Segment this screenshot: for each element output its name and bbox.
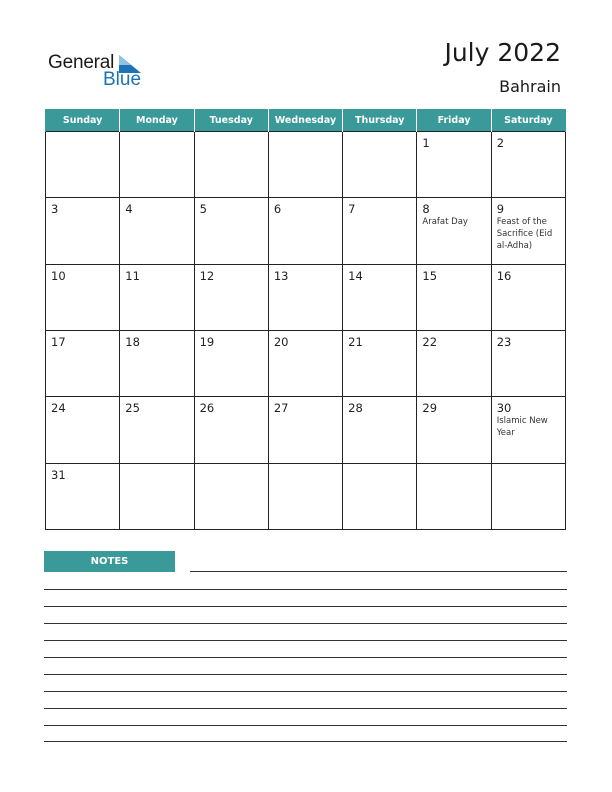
notes-line (44, 741, 567, 742)
calendar-week-row (46, 397, 566, 463)
calendar-day-cell (120, 463, 194, 529)
calendar-day-cell (491, 132, 565, 198)
logo-text-general: General (48, 52, 115, 73)
weekday-header: Sunday (46, 109, 120, 132)
notes-line (44, 674, 567, 675)
logo-text-blue: Blue (103, 69, 142, 90)
calendar-day-cell (194, 132, 268, 198)
calendar-day-cell (194, 198, 268, 264)
calendar-week-row (46, 198, 566, 264)
calendar-day-cell (194, 463, 268, 529)
calendar-grid (45, 109, 566, 530)
day-number: 16 (496, 268, 512, 283)
calendar-day-cell (268, 330, 342, 396)
holiday-event: Islamic New Year (496, 416, 548, 439)
calendar-day-cell (268, 198, 342, 264)
day-number: 21 (348, 334, 363, 349)
weekday-header: Thursday (343, 109, 417, 132)
day-number: 28 (348, 401, 363, 416)
day-number: 26 (199, 401, 215, 416)
day-number: 5 (199, 202, 207, 217)
calendar-day-cell (46, 264, 120, 330)
day-number: 9 (496, 202, 505, 217)
day-number: 13 (273, 268, 289, 283)
calendar-day-cell (268, 264, 342, 330)
calendar-day-cell (417, 198, 491, 264)
day-number: 15 (422, 268, 438, 283)
notes-line (44, 708, 567, 709)
brand-logo (48, 52, 158, 96)
day-number: 6 (273, 202, 282, 217)
notes-line (44, 691, 567, 692)
notes-line (190, 571, 567, 572)
calendar-day-cell (343, 463, 417, 529)
day-number: 19 (199, 334, 215, 349)
calendar-day-cell (491, 397, 565, 463)
notes-header: NOTES (44, 551, 175, 572)
calendar-day-cell (417, 463, 491, 529)
day-number: 18 (125, 334, 140, 349)
calendar-day-cell (120, 132, 194, 198)
calendar-day-cell (46, 463, 120, 529)
notes-line (44, 623, 567, 624)
weekday-header: Wednesday (268, 109, 342, 132)
day-number: 31 (51, 467, 66, 482)
day-number: 7 (348, 202, 356, 217)
day-number: 17 (51, 334, 66, 349)
weekday-header: Friday (417, 109, 491, 132)
calendar-day-cell (120, 330, 194, 396)
day-number: 20 (273, 334, 289, 349)
calendar-day-cell (343, 264, 417, 330)
day-number: 22 (422, 334, 438, 349)
calendar-day-cell (417, 397, 491, 463)
calendar-day-cell (491, 198, 565, 264)
notes-line (44, 640, 567, 641)
day-number: 11 (125, 268, 140, 283)
day-number: 10 (51, 268, 66, 283)
calendar-day-cell (120, 198, 194, 264)
day-number: 23 (496, 334, 512, 349)
day-number: 1 (422, 136, 430, 150)
calendar-day-cell (268, 397, 342, 463)
calendar-day-cell (194, 264, 268, 330)
weekday-header: Saturday (491, 109, 565, 132)
calendar-day-cell (46, 132, 120, 198)
calendar-day-cell (417, 330, 491, 396)
calendar-week-row (46, 463, 566, 529)
holiday-event: Feast of the Sacrifice (Eid al-Adha) (496, 217, 553, 252)
calendar-day-cell (194, 330, 268, 396)
calendar-body (46, 132, 566, 530)
calendar-day-cell (343, 397, 417, 463)
calendar-day-cell (46, 397, 120, 463)
calendar-day-cell (268, 132, 342, 198)
country-label: Bahrain (499, 77, 561, 96)
calendar-day-cell (343, 198, 417, 264)
day-number: 24 (51, 401, 66, 416)
day-number: 3 (51, 202, 59, 217)
day-number: 8 (422, 202, 430, 217)
day-number: 30 (496, 401, 512, 416)
day-number: 12 (199, 268, 215, 283)
calendar-day-cell (46, 330, 120, 396)
calendar-day-cell (194, 397, 268, 463)
notes-line (44, 657, 567, 658)
day-number: 25 (125, 401, 140, 416)
calendar-day-cell (343, 132, 417, 198)
calendar-day-cell (268, 463, 342, 529)
day-number: 27 (273, 401, 289, 416)
weekday-header-row (46, 109, 566, 132)
day-number: 2 (496, 136, 505, 150)
day-number: 14 (348, 268, 363, 283)
weekday-header: Monday (120, 109, 194, 132)
day-number: 4 (125, 202, 133, 217)
calendar-day-cell (417, 264, 491, 330)
holiday-event: Arafat Day (422, 217, 468, 228)
notes-line (44, 589, 567, 590)
calendar-day-cell (491, 463, 565, 529)
calendar-day-cell (491, 264, 565, 330)
calendar-day-cell (491, 330, 565, 396)
day-number: 29 (422, 401, 438, 416)
notes-line (44, 725, 567, 726)
calendar-week-row (46, 330, 566, 396)
calendar-day-cell (120, 264, 194, 330)
calendar-day-cell (120, 397, 194, 463)
calendar-day-cell (343, 330, 417, 396)
calendar-day-cell (417, 132, 491, 198)
calendar-day-cell (46, 198, 120, 264)
notes-line (44, 606, 567, 607)
weekday-header: Tuesday (194, 109, 268, 132)
page-title: July 2022 (444, 38, 561, 67)
calendar-week-row (46, 264, 566, 330)
calendar-week-row (46, 132, 566, 198)
